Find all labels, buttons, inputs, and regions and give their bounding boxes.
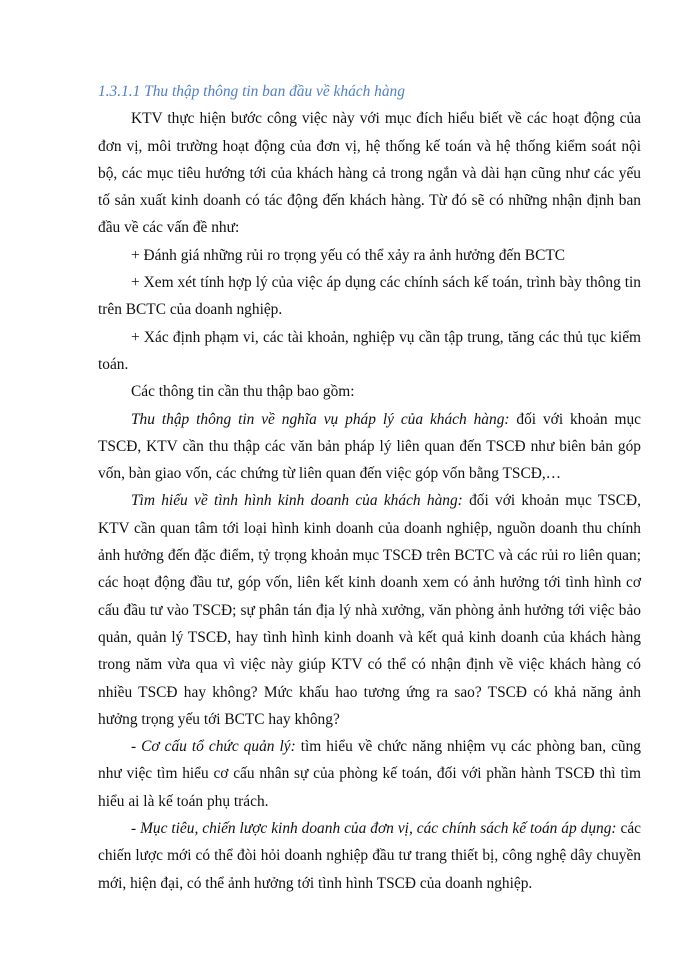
info-item-text: tìm hiểu về chức năng nhiệm vụ các phòng ban, cũng như việc tìm hiểu cơ cấu nhân sự của phòng kế toán, đối với phần hành TSCĐ thì tìm hiểu ai là kế toán phụ trách.: [98, 738, 641, 810]
info-item-text: đối với khoản mục TSCĐ, KTV cần quan tâm tới loại hình kinh doanh của doanh nghiệp, nguồn doanh thu chính ảnh hưởng đến đặc điểm, tỷ trọng khoản mục TSCĐ trên BCTC và các rủi ro liên quan; các hoạt động đầu tư, góp vốn, liên kết kinh doanh xem có ảnh hưởng tới tình hình cơ cấu đầu tư vào TSCĐ; sự phân tán địa lý nhà xưởng, văn phòng ảnh hưởng tới việc bảo quản, quản lý TSCĐ, hay tình hình kinh doanh và kết quả kinh doanh của khách hàng trong năm vừa qua vì việc này giúp KTV có thể có nhận định về việc khách hàng có nhiều TSCĐ hay không? Mức khấu hao tương ứng ra sao? TSCĐ có khả năng ảnh hưởng trọng yếu tới BCTC hay không?: [98, 492, 641, 728]
info-item-text: đối với khoản mục TSCĐ, KTV cần thu thập các văn bản pháp lý liên quan đến TSCĐ như biên bản góp vốn, bàn giao vốn, các chứng từ liên quan đến việc góp vốn bằng TSCĐ,…: [98, 410, 641, 483]
info-item: [98, 406, 641, 488]
info-intro: Các thông tin cần thu thập bao gồm:: [131, 383, 355, 401]
intro-paragraph: KTV thực hiện bước công việc này với mục đích hiểu biết về các hoạt động của đơn vị, môi trường hoạt động của đơn vị, hệ thống kế toán và hệ thống kiểm soát nội bộ, các mục tiêu hướng tới của khách hàng cả trong ngắn và dài hạn cũng như các yếu tố sản xuất kinh doanh có tác động đến khách hàng. Từ đó sẽ có những nhận định ban đầu về các vấn đề như:: [98, 110, 641, 237]
info-item: [98, 733, 641, 815]
info-item-title: - Cơ cấu tổ chức quản lý:: [131, 738, 296, 756]
info-item-title: - Mục tiêu, chiến lược kinh doanh của đơn vị, các chính sách kế toán áp dụng:: [131, 820, 617, 838]
document-page: [98, 78, 641, 897]
bullet-item: + Xem xét tính hợp lý của việc áp dụng các chính sách kế toán, trình bày thông tin trên BCTC của doanh nghiệp.: [98, 274, 641, 319]
section-heading: 1.3.1.1 Thu thập thông tin ban đầu về khách hàng: [98, 83, 405, 100]
bullet-item: + Xác định phạm vi, các tài khoản, nghiệp vụ cần tập trung, tăng các thủ tục kiểm toán.: [98, 328, 641, 373]
info-item-title: Tìm hiểu về tình hình kinh doanh của khách hàng:: [131, 492, 463, 510]
info-item-title: Thu thập thông tin về nghĩa vụ pháp lý của khách hàng:: [131, 410, 510, 428]
info-item: [98, 487, 641, 733]
info-item: [98, 815, 641, 897]
bullet-item: + Đánh giá những rủi ro trọng yếu có thể xảy ra ảnh hưởng đến BCTC: [131, 246, 565, 264]
info-item-text: các chiến lược mới có thể đòi hỏi doanh nghiệp đầu tư trang thiết bị, công nghệ dây chuyền mới, hiện đại, có thể ảnh hưởng tới tình hình TSCĐ của doanh nghiệp.: [98, 820, 642, 892]
